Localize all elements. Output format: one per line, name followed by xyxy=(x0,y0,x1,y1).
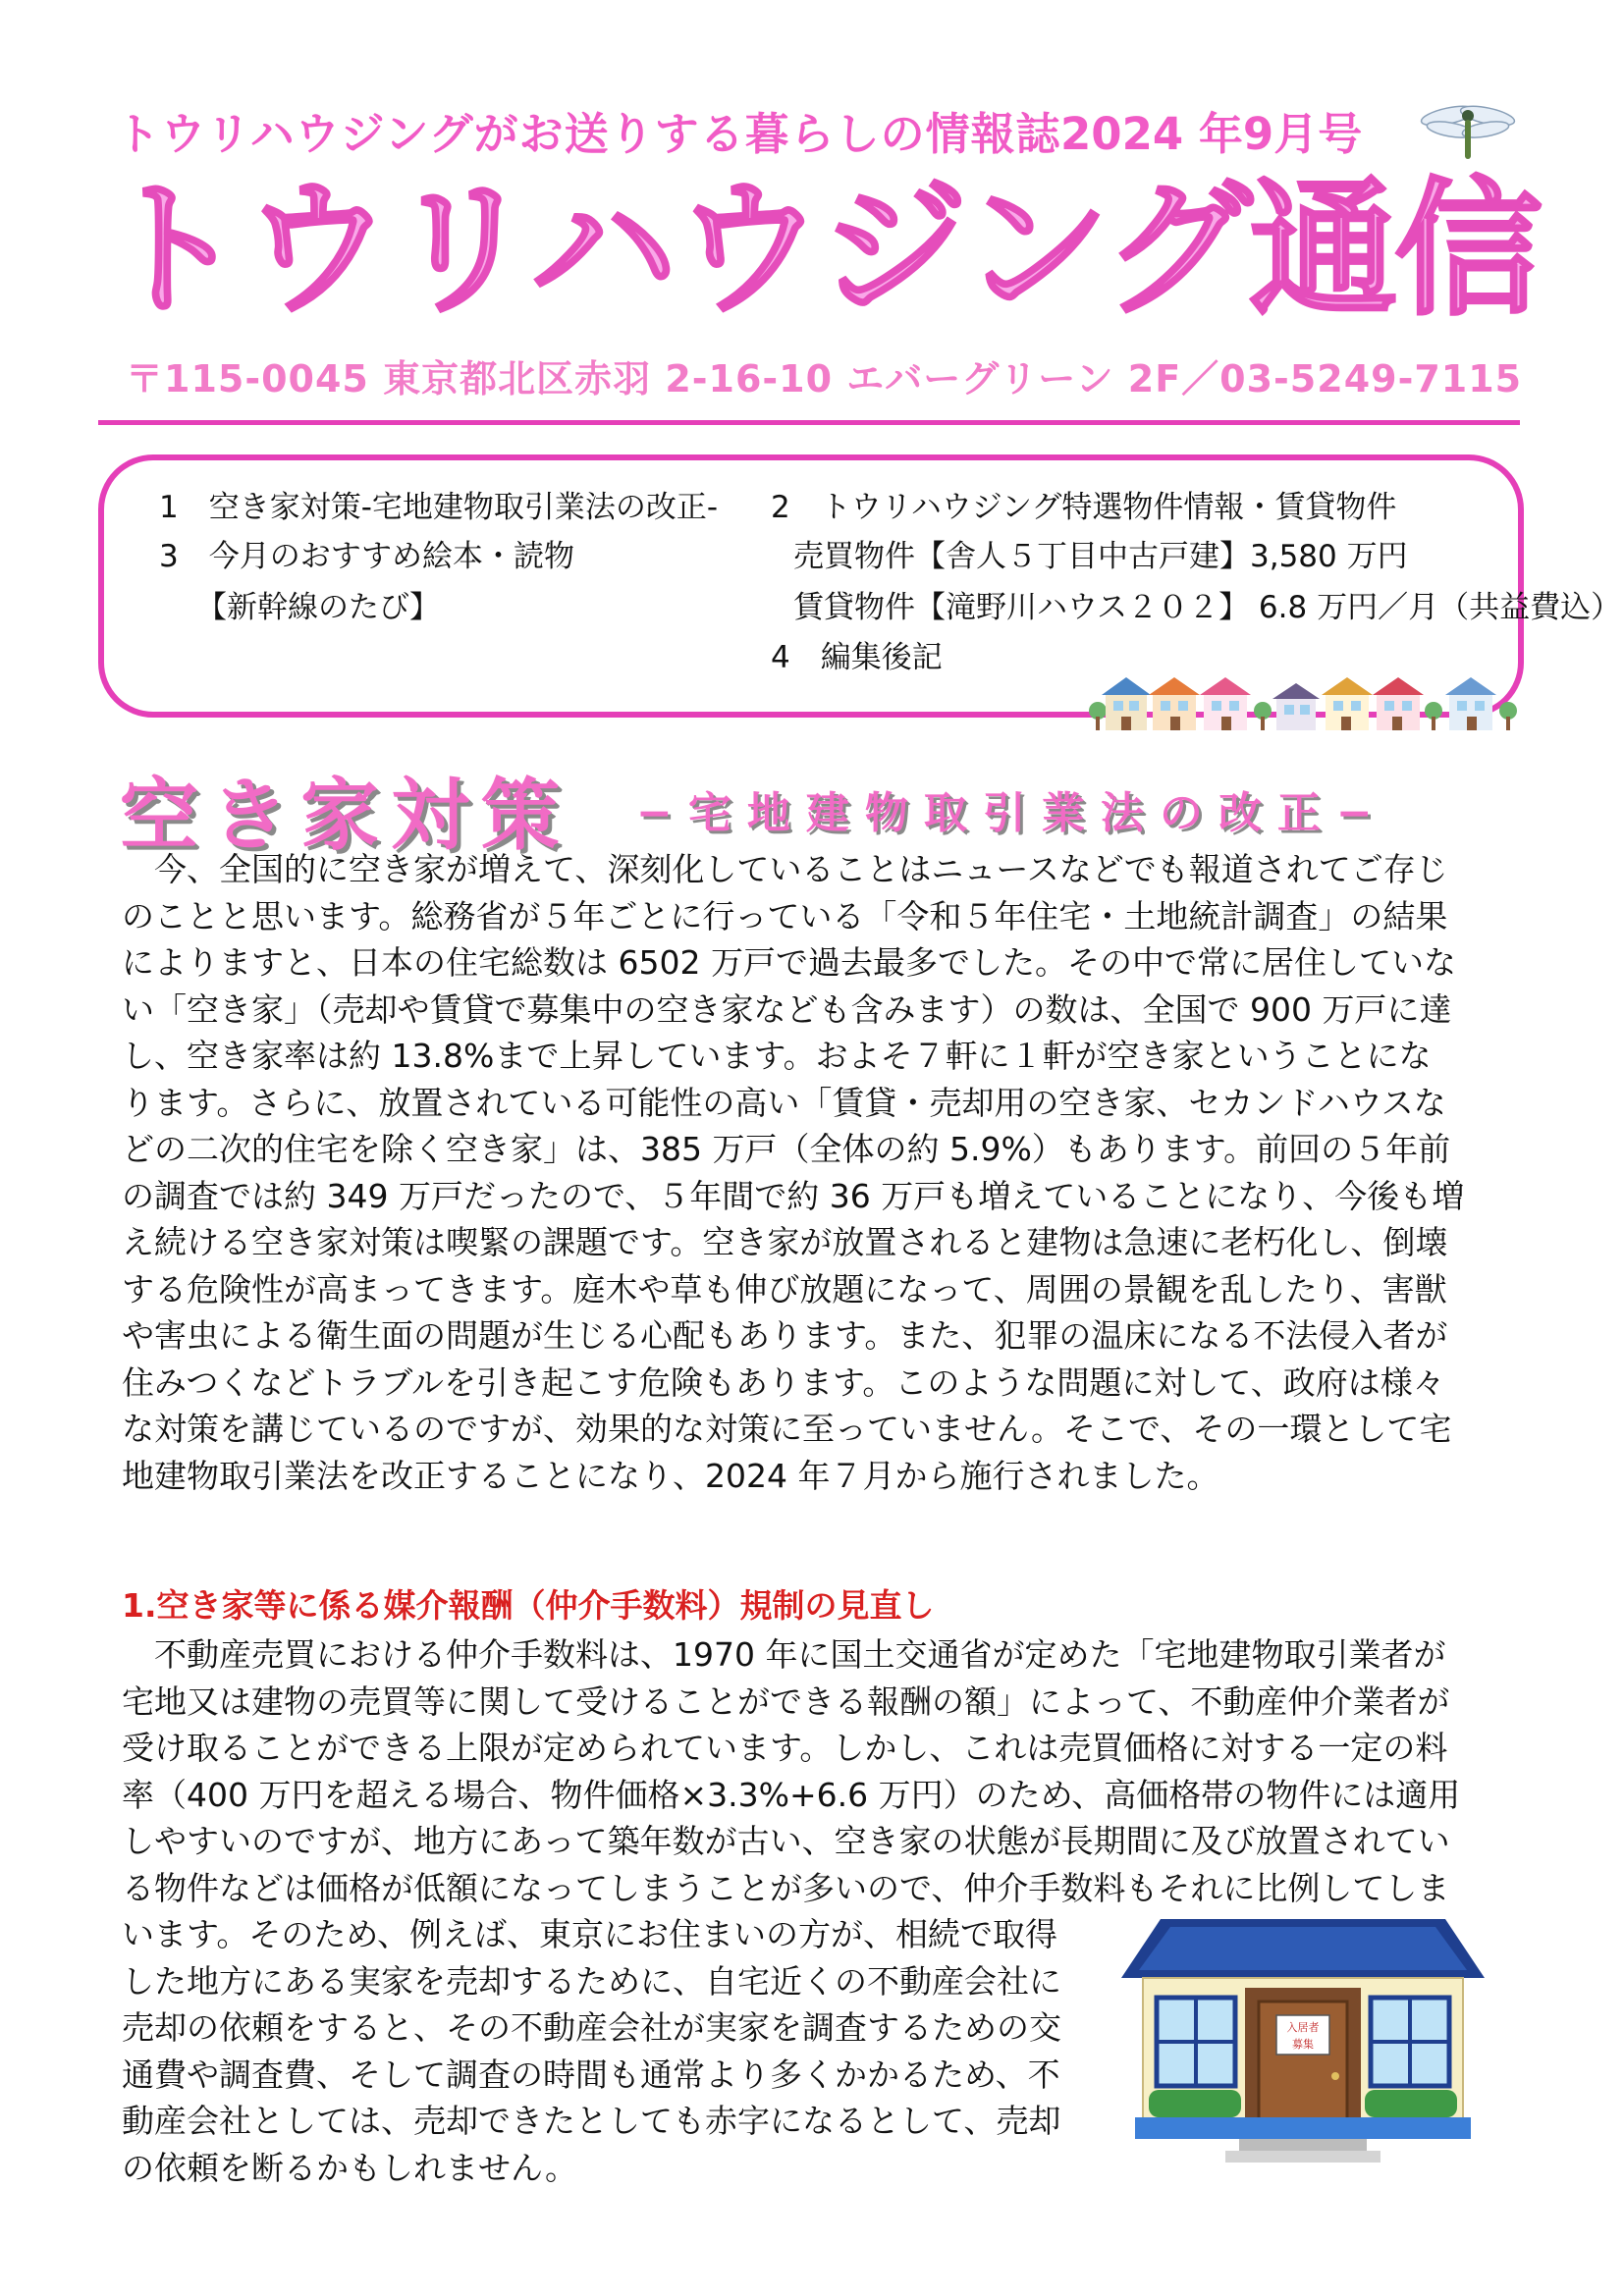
text-line: 売却の依頼をすると、その不動産会社が実家を調査するための交 xyxy=(122,2008,1061,2047)
text-line: 今、全国的に空き家が増えて、深刻化していることはニュースなどでも報道されてご存じ xyxy=(122,850,1448,888)
intro-paragraph xyxy=(122,846,1496,1499)
text-line: し、空き家率は約 13.8%まで上昇しています。およそ７軒に１軒が空き家ということにな xyxy=(122,1037,1432,1075)
text-line: い「空き家」（売却や賃貸で募集中の空き家なども含みます）の数は、全国で 900 万戸に達 xyxy=(122,989,1452,1029)
text-line: 地建物取引業法を改正することになり、2024 年７月から施行されました。 xyxy=(122,1456,1219,1495)
text-line: な対策を講じているのですが、効果的な対策に至っていません。そこで、その一環として宅 xyxy=(122,1410,1452,1448)
text-line: 通費や調査費、そして調査の時間も通常より多くかかるため、不 xyxy=(122,2055,1060,2094)
toc-item: 3 今月のおすすめ絵本・読物 xyxy=(159,539,575,574)
text-line: によりますと、日本の住宅総数は 6502 万戸で過去最多でした。その中で常に居住していな xyxy=(122,943,1456,982)
real-estate-office-illustration xyxy=(1121,1899,1485,2164)
text-line: 宅地又は建物の売買等に関して受けることができる報酬の額」によって、不動産仲介業者が xyxy=(122,1682,1450,1721)
text-line: や害虫による衛生面の問題が生じる心配もあります。また、犯罪の温床になる不法侵入者が xyxy=(122,1316,1448,1355)
dragonfly-icon xyxy=(1419,94,1517,163)
tagline: トウリハウジングがお送りする暮らしの情報誌 xyxy=(116,108,1061,160)
text-line: る物件などは価格が低額になってしまうことが多いので、仲介手数料もそれに比例してしま xyxy=(122,1868,1450,1907)
text-line: え続ける空き家対策は喫緊の課題です。空き家が放置されると建物は急速に老朽化し、倒壊 xyxy=(122,1223,1448,1261)
text-line: の調査では約 349 万戸だったので、５年間で約 36 万戸も増えていることになり、今後も増 xyxy=(122,1176,1465,1215)
company-address: 〒115-0045 東京都北区赤羽 2-16-10 エバーグリーン 2F／03-5249-7115 xyxy=(126,357,1523,400)
text-line: する危険性が高まってきます。庭木や草も伸び放題になって、周囲の景観を乱したり、害獣 xyxy=(122,1269,1447,1308)
text-line: 率（400 万円を超える場合、物件価格×3.3%+6.6 万円）のため、高価格帯の物件には適用 xyxy=(122,1775,1461,1814)
header-divider xyxy=(98,420,1520,425)
text-line: どの二次的住宅を除く空き家」は、385 万戸（全体の約 5.9%）もあります。前回の５年前 xyxy=(122,1130,1451,1168)
text-line: 受け取ることができる上限が定められています。しかし、これは売買価格に対する一定の料 xyxy=(122,1729,1448,1767)
text-line: 不動産売買における仲介手数料は、1970 年に国土交通省が定めた「宅地建物取引業者が xyxy=(122,1635,1446,1674)
houses-illustration xyxy=(1088,671,1520,732)
toc-item: 売買物件【舎人５丁目中古戸建】3,580 万円 xyxy=(793,539,1408,574)
sign-line-1: 入居者 xyxy=(1286,2021,1320,2034)
masthead-title: トウリハウジング通信 xyxy=(98,165,1541,336)
toc-item: 2 トウリハウジング特選物件情報・賃貸物件 xyxy=(771,490,1397,525)
section-title: 空き家対策 xyxy=(120,770,571,861)
text-line: ります。さらに、放置されている可能性の高い「賃貸・売却用の空き家、セカンドハウスな xyxy=(122,1083,1446,1122)
text-line: います。そのため、例えば、東京にお住まいの方が、相続で取得 xyxy=(122,1915,1058,1953)
toc-item: 1 空き家対策-宅地建物取引業法の改正- xyxy=(159,490,719,525)
sign-line-2: 募集 xyxy=(1292,2038,1314,2051)
toc-item: 【新幹線のたび】 xyxy=(196,590,440,625)
text-line: のことと思います。総務省が５年ごとに行っている「令和５年住宅・土地統計調査」の結果 xyxy=(122,896,1448,935)
text-line: の依頼を断るかもしれません。 xyxy=(122,2148,577,2187)
toc-item: 4 編集後記 xyxy=(771,640,943,675)
toc-item: 賃貸物件【滝野川ハウス２０２】 6.8 万円／月（共益費込） xyxy=(793,590,1622,625)
issue-date: 2024 年9月号 xyxy=(1060,108,1363,160)
text-line: しやすいのですが、地方にあって築年数が古い、空き家の状態が長期間に及び放置されてい xyxy=(122,1822,1450,1860)
subsection-heading: 1.空き家等に係る媒介報酬（仲介手数料）規制の見直し xyxy=(122,1586,935,1625)
text-line: した地方にある実家を売却するために、自宅近くの不動産会社に xyxy=(122,1961,1061,2001)
text-line: 住みつくなどトラブルを引き起こす危険もあります。このような問題に対して、政府は様々 xyxy=(122,1362,1445,1402)
text-line: 動産会社としては、売却できたとしても赤字になるとして、売却 xyxy=(122,2102,1061,2140)
section-subtitle: −宅地建物取引業法の改正− xyxy=(636,788,1388,838)
